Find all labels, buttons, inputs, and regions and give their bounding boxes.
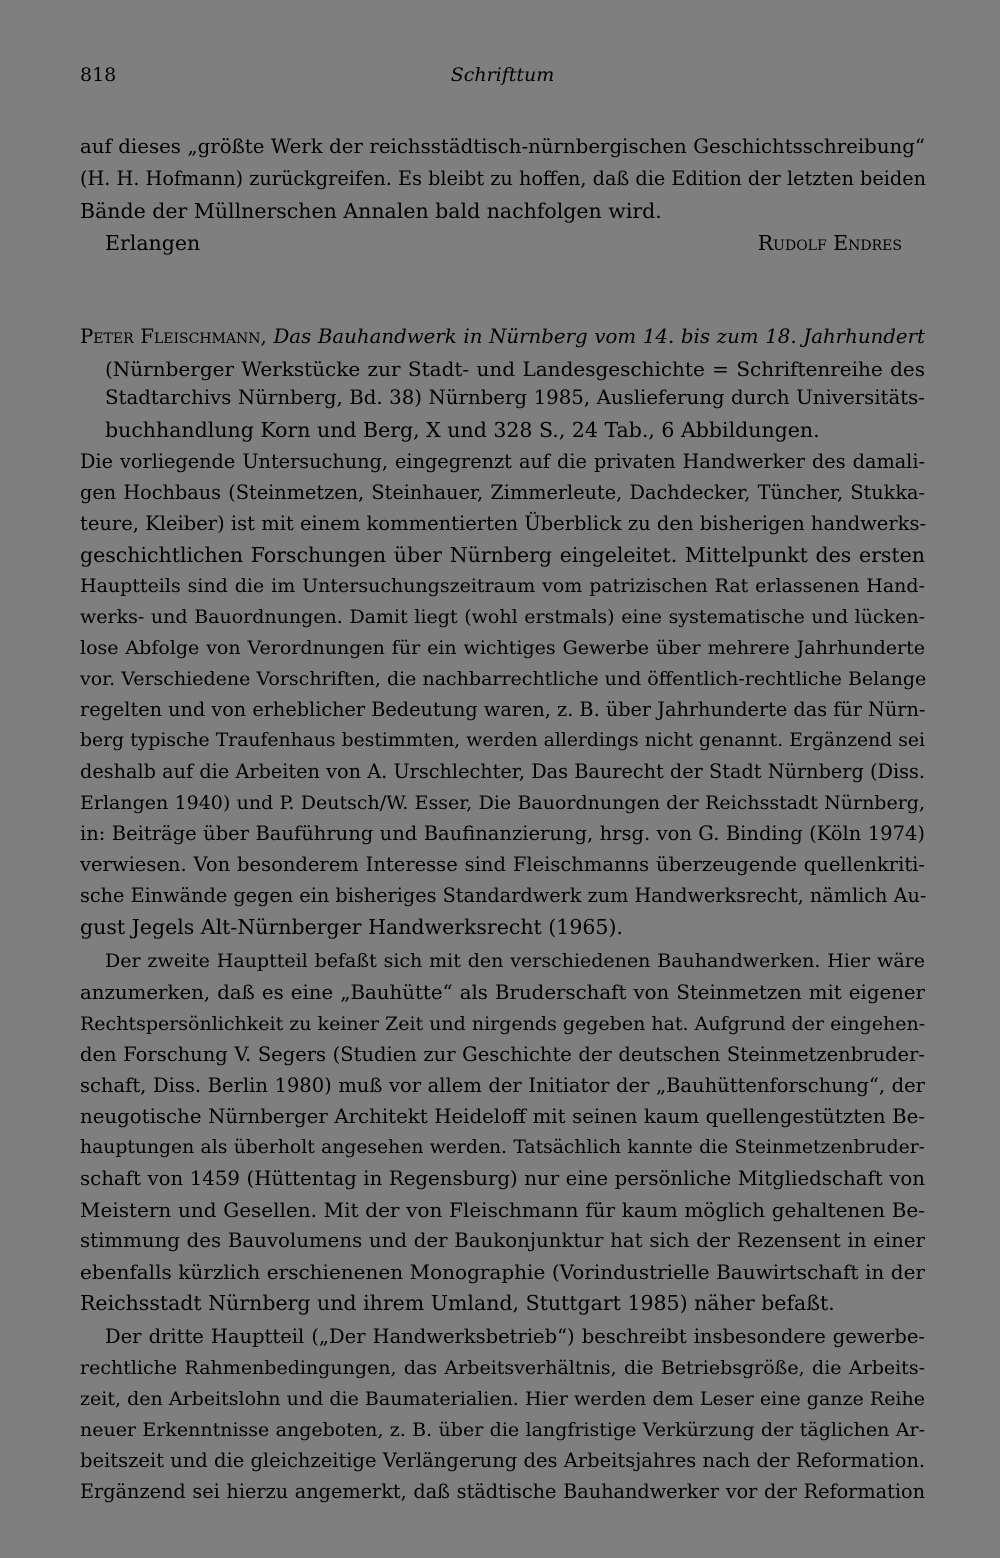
- reviewer-place: Erlangen: [105, 231, 201, 255]
- citation-author: Peter Fleischmann,: [80, 325, 267, 348]
- paragraph2-line: Reichsstadt Nürnberg und ihrem Umland, Stuttgart 1985) näher befaßt.: [80, 1291, 835, 1315]
- paragraph1-line: gust Jegels Alt-Nürnberger Handwerksrecht (1965).: [80, 915, 623, 939]
- paragraph1-line: berg typische Traufenhaus bestimmten, werden allerdings nicht genannt. Ergänzend sei: [80, 730, 925, 751]
- paragraph1-line: verwiesen. Von besonderem Interesse sind Fleischmanns überzeugende quellenkriti-: [80, 853, 925, 876]
- paragraph3-line: Ergänzend sei hierzu angemerkt, daß städtische Bauhandwerker vor der Reformation: [80, 1480, 925, 1503]
- citation-line: buchhandlung Korn und Berg, X und 328 S., 24 Tab., 6 Abbildungen.: [105, 418, 820, 442]
- paragraph1-line: gen Hochbaus (Steinmetzen, Steinhauer, Zimmerleute, Dachdecker, Tüncher, Stukka-: [80, 481, 925, 504]
- citation-line: (Nürnberger Werkstücke zur Stadt- und Landesgeschichte = Schriftenreihe des: [105, 357, 925, 381]
- paragraph1-line: geschichtlichen Forschungen über Nürnberg eingeleitet. Mittelpunkt des ersten: [80, 543, 925, 567]
- paragraph2-line: Der zweite Hauptteil befaßt sich mit den verschiedenen Bauhandwerken. Hier wäre: [105, 950, 925, 972]
- paragraph2-line: Meistern und Gesellen. Mit der von Fleischmann für kaum möglich gehaltenen Be-: [80, 1198, 925, 1222]
- paragraph3-line: neuer Erkenntnisse angeboten, z. B. über die langfristige Verkürzung der täglichen Ar-: [80, 1419, 925, 1441]
- paragraph3-line: zeit, den Arbeitslohn und die Baumaterialien. Hier werden dem Leser eine ganze Reihe: [80, 1388, 925, 1410]
- paragraph2-line: neugotische Nürnberger Architekt Heideloff mit seinen kaum quellengestützten Be-: [80, 1105, 925, 1128]
- page-header: [80, 64, 925, 94]
- paragraph1-line: teure, Kleiber) ist mit einem kommentierten Überblick zu den bisherigen handwerks-: [80, 512, 927, 535]
- paragraph2-line: ebenfalls kürzlich erschienenen Monographie (Vorindustrielle Bauwirtschaft in der: [80, 1260, 925, 1284]
- paragraph1-line: Die vorliegende Untersuchung, eingegrenzt auf die privaten Handwerker des damali-: [80, 450, 925, 473]
- paragraph2-line: Rechtspersönlichkeit zu keiner Zeit und nirgends gegeben hat. Aufgrund der eingehen-: [80, 1013, 926, 1035]
- paragraph1-line: Hauptteils sind die im Untersuchungszeitraum vom patrizischen Rat erlassenen Hand-: [80, 575, 925, 597]
- review1-line: Bände der Müllnerschen Annalen bald nachfolgen wird.: [80, 199, 662, 223]
- paragraph3-line: beitszeit und die gleichzeitige Verlängerung des Arbeitsjahres nach der Reformation.: [80, 1449, 926, 1472]
- review1-line: (H. H. Hofmann) zurückgreifen. Es bleibt zu hoffen, daß die Edition der letzten beiden: [80, 167, 927, 190]
- paragraph3-line: Der dritte Hauptteil („Der Handwerksbetrieb“) beschreibt insbesondere gewerbe-: [105, 1325, 925, 1348]
- review1-line: auf dieses „größte Werk der reichsstädtisch-nürnbergischen Geschichtsschreibung“: [80, 135, 925, 158]
- paragraph2-line: den Forschung V. Segers (Studien zur Geschichte der deutschen Steinmetzenbruder-: [80, 1043, 925, 1066]
- citation-heading: [80, 322, 925, 352]
- paragraph1-line: sche Einwände gegen ein bisheriges Standardwerk zum Handwerksrecht, nämlich Au-: [80, 884, 927, 907]
- citation-line: Stadtarchivs Nürnberg, Bd. 38) Nürnberg 1985, Auslieferung durch Universitäts-: [105, 386, 925, 409]
- paragraph1-line: werks- und Bauordnungen. Damit liegt (wohl erstmals) eine systematische und lücken-: [80, 606, 925, 628]
- running-head: Schrifttum: [450, 64, 555, 86]
- paragraph2-line: schaft, Diss. Berlin 1980) muß vor allem der Initiator der „Bauhüttenforschung“, der: [80, 1074, 925, 1097]
- paragraph1-line: vor. Verschiedene Vorschriften, die nachbarrechtliche und öffentlich-rechtliche Belange: [80, 668, 927, 690]
- paragraph1-line: deshalb auf die Arbeiten von A. Urschlechter, Das Baurecht der Stadt Nürnberg (Diss.: [80, 760, 925, 783]
- citation-title: Das Bauhandwerk in Nürnberg vom 14. bis zum 18. Jahrhundert: [273, 325, 925, 348]
- reviewer-name: Rudolf Endres: [757, 231, 902, 255]
- paragraph2-line: schaft von 1459 (Hüttentag in Regensburg) nur eine persönliche Mitgliedschaft von: [80, 1167, 925, 1190]
- paragraph1-line: in: Beiträge über Bauführung und Baufinanzierung, hrsg. von G. Binding (Köln 1974): [80, 822, 925, 845]
- paragraph1-line: Erlangen 1940) und P. Deutsch/W. Esser, Die Bauordnungen der Reichsstadt Nürnberg,: [80, 792, 925, 814]
- paragraph2-line: anzumerken, daß es eine „Bauhütte“ als Bruderschaft von Steinmetzen mit eigener: [80, 981, 925, 1004]
- paragraph1-line: regelten und von erheblicher Bedeutung waren, z. B. über Jahrhunderte das für Nürn-: [80, 698, 926, 721]
- page-number: 818: [80, 64, 117, 86]
- paragraph2-line: hauptungen als überholt angesehen werden. Tatsächlich kannte die Steinmetzenbruder-: [80, 1137, 925, 1158]
- paragraph1-line: lose Abfolge von Verordnungen für ein wichtiges Gewerbe über mehrere Jahrhunderte: [80, 637, 925, 659]
- paragraph3-line: rechtliche Rahmenbedingungen, das Arbeitsverhältnis, die Betriebsgröße, die Arbeits-: [80, 1357, 925, 1379]
- paragraph2-line: stimmung des Bauvolumens und der Baukonjunktur hat sich der Rezensent in einer: [80, 1229, 925, 1252]
